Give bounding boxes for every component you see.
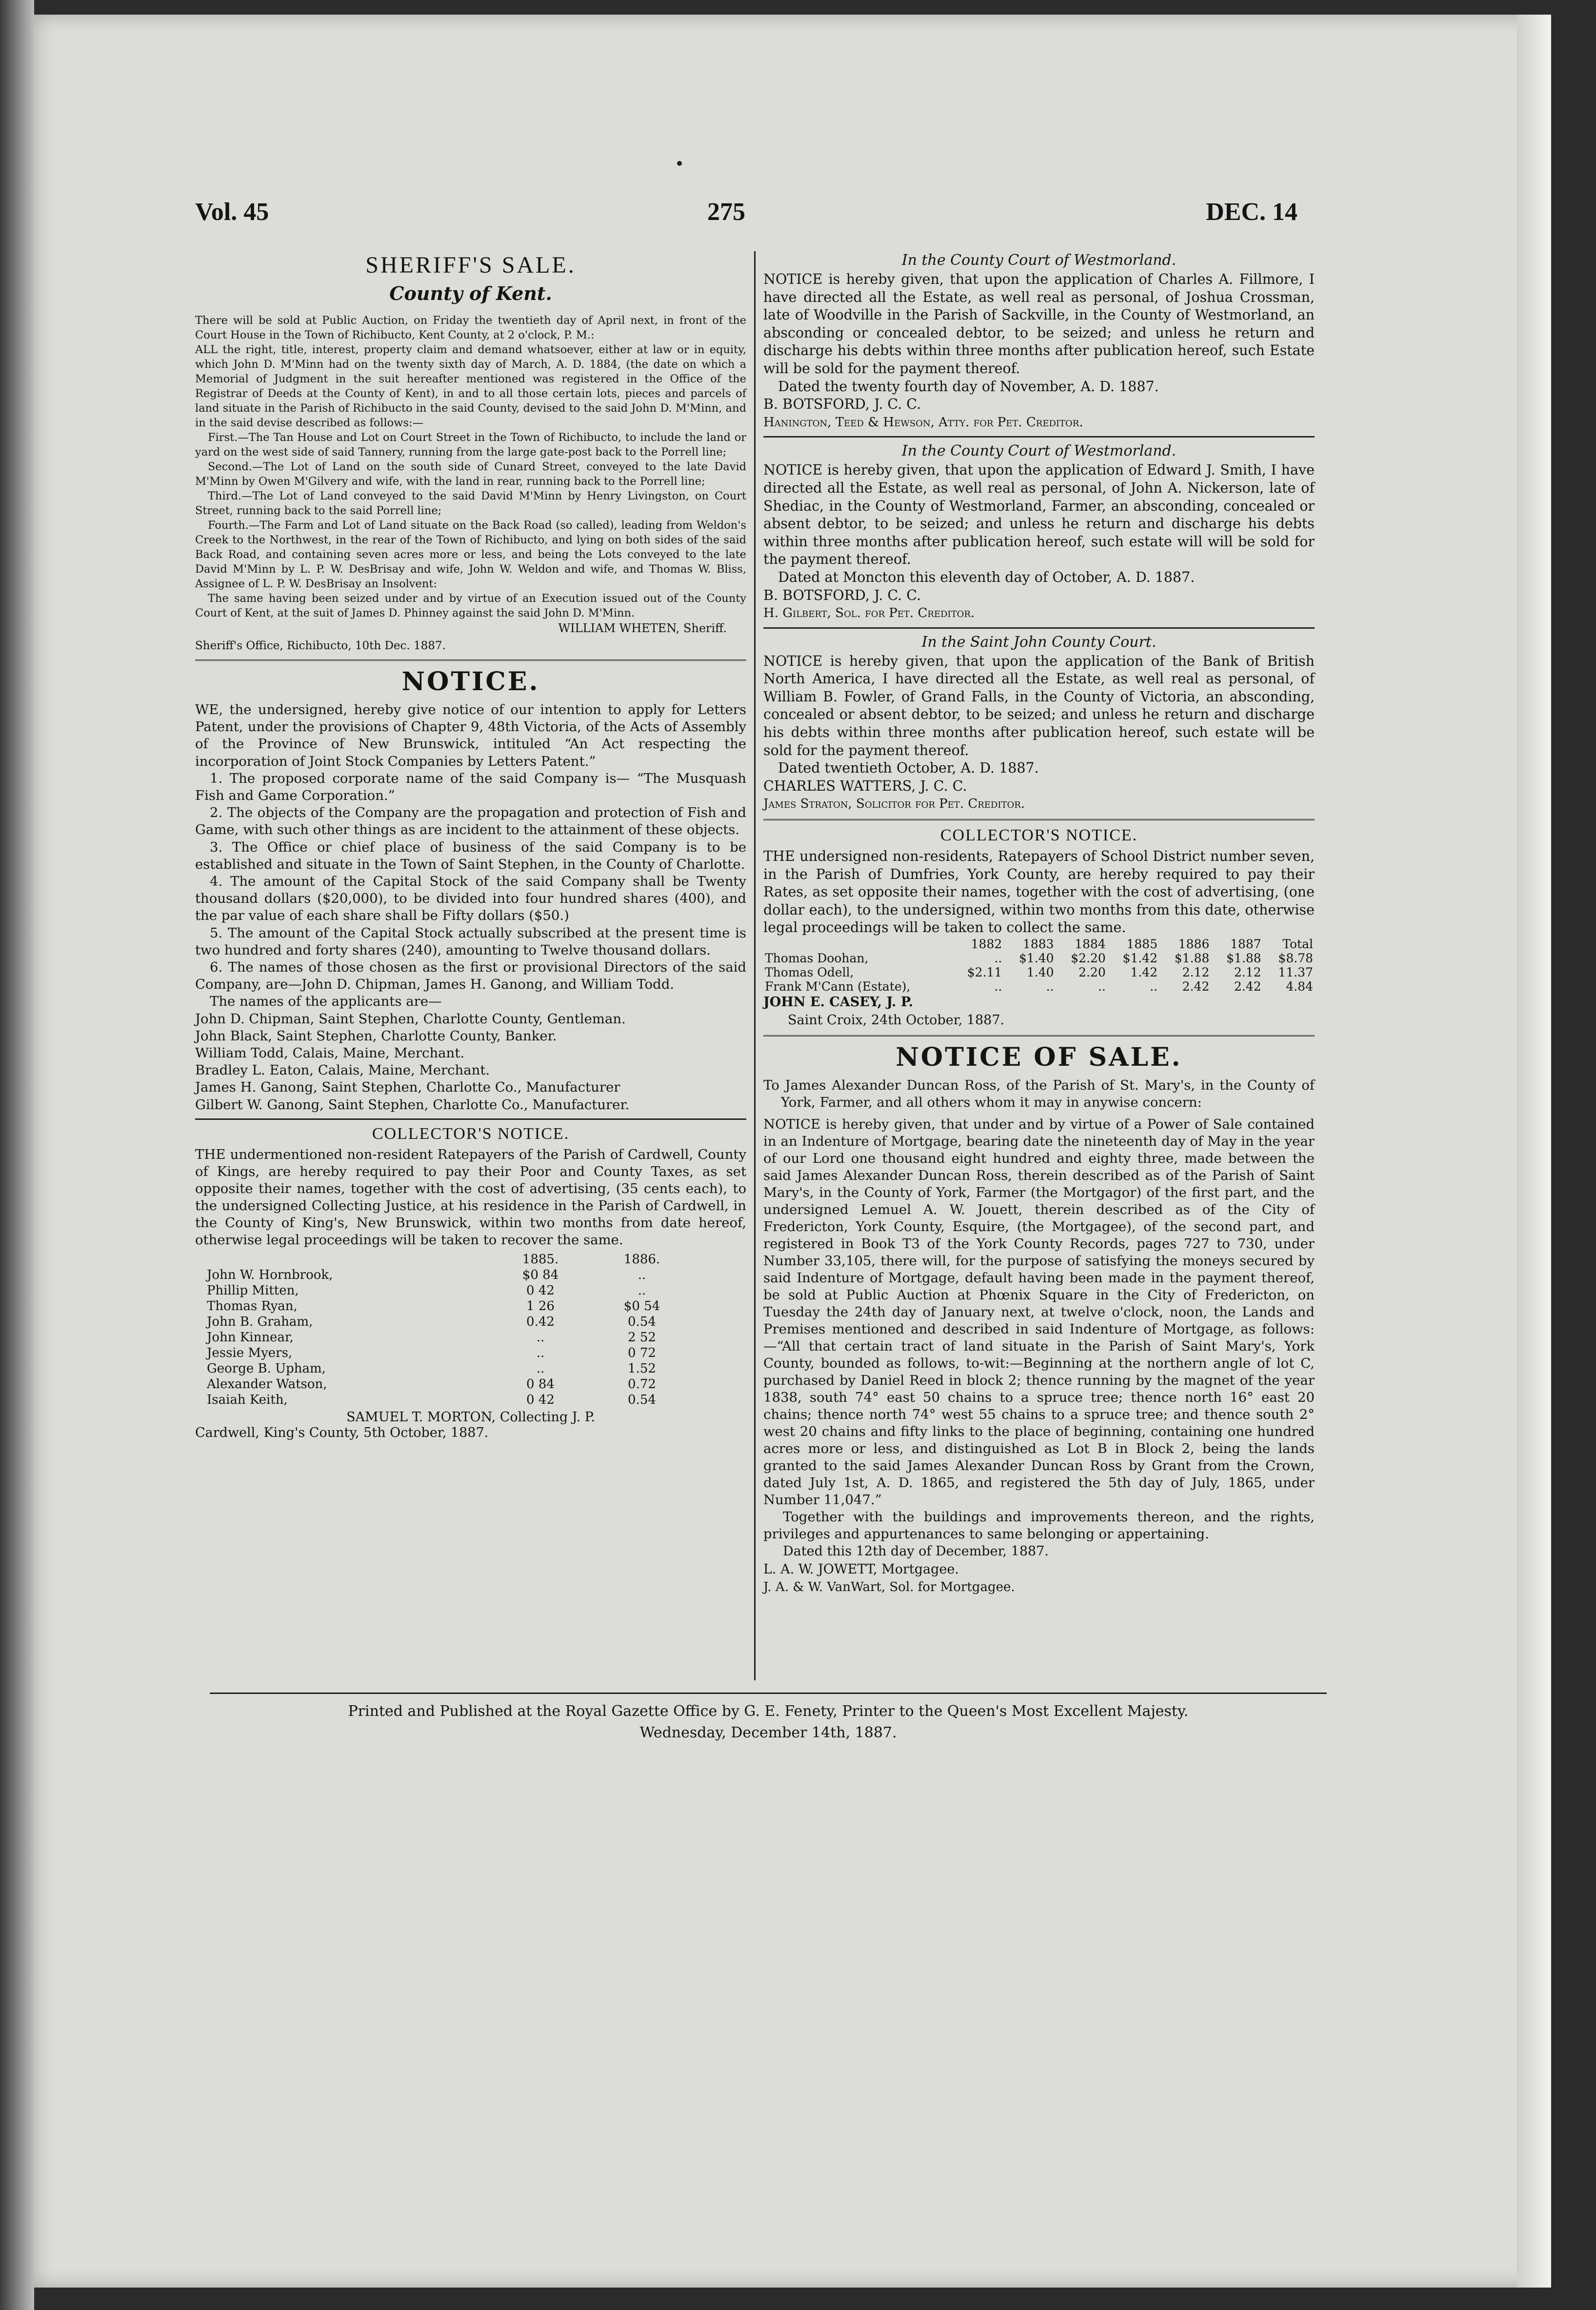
rate-cell: 2.12 <box>1182 965 1210 979</box>
table-row <box>205 1314 693 1330</box>
notice-title: NOTICE. <box>401 667 540 697</box>
table-header-row <box>763 937 1315 951</box>
notice-para: 3. The Office or chief place of business of the said Company is to be established and situate in the Town of Saint Stephen, in the County of Charlotte. <box>195 839 746 872</box>
left-column <box>195 249 746 1441</box>
sale-together: Together with the buildings and improvements thereon, and the rights, privileges and appurtenances to same belonging or appertaining. <box>763 1509 1315 1542</box>
applicant: Gilbert W. Ganong, Saint Stephen, Charlotte Co., Manufacturer. <box>195 1096 630 1113</box>
tax-1885: .. <box>536 1345 545 1360</box>
court-notice-dated: Dated the twenty fourth day of November, A. D. 1887. <box>778 378 1159 395</box>
rate-cell: .. <box>994 951 1002 965</box>
ratepayer-name: Thomas Ryan, <box>207 1298 298 1314</box>
court-heading: In the Saint John County Court. <box>921 633 1157 651</box>
notice-of-sale <box>763 1042 1315 1596</box>
column-header: 1882 <box>971 937 1002 951</box>
judge-signature: B. BOTSFORD, J. C. C. <box>763 587 921 603</box>
notice-para: 1. The proposed corporate name of the said Company is— “The Musquash Fish and Game Corporation.” <box>195 770 746 804</box>
rate-cell: $2.11 <box>967 965 1002 979</box>
sale-dated: Dated this 12th day of December, 1887. <box>783 1544 1049 1559</box>
rate-total: 11.37 <box>1278 965 1313 979</box>
scan-edge <box>0 0 34 2310</box>
table-row <box>205 1361 693 1376</box>
issue-date: DEC. 14 <box>1206 198 1297 226</box>
sheriff-para: Third.—The Lot of Land conveyed to the said David M'Minn by Henry Livingston, on Court Street, running back to the said Porrell line; <box>195 490 746 517</box>
tax-1885: .. <box>536 1361 545 1376</box>
table-row <box>763 951 1315 965</box>
collector-dated: Cardwell, King's County, 5th October, 1887. <box>195 1425 489 1440</box>
county-heading: County of Kent. <box>389 282 552 304</box>
rate-cell: $1.88 <box>1174 951 1210 965</box>
sheriff-para: Fourth.—The Farm and Lot of Land situate on the Back Road (so called), leading from Weldon's Creek to the Northwest, in the rear of the Town of Richibucto, and lying on both sides of the said Back Road, and containing seven acres more or less, and being the Lots conveyed to the late David M'Minn by L. P. W. DesBrisay and wife, John W. Weldon and wife, and Thomas W. Bliss, Assignee of L. P. W. DesBrisay an Insolvent: <box>195 519 746 590</box>
right-column <box>763 249 1315 1596</box>
sale-solicitor: J. A. & W. VanWart, Sol. for Mortgagee. <box>763 1580 1015 1595</box>
court-notice-crossman <box>763 252 1315 431</box>
table-row <box>763 979 1315 994</box>
tax-1885: 0 42 <box>526 1283 555 1298</box>
column-header: 1887 <box>1230 937 1261 951</box>
applicant: Bradley L. Eaton, Calais, Maine, Merchant. <box>195 1062 490 1078</box>
tax-1885: 0 84 <box>526 1376 555 1392</box>
court-heading: In the County Court of Westmorland. <box>901 252 1177 269</box>
tax-1886: $0 54 <box>623 1298 660 1314</box>
column-header: 1886. <box>623 1252 660 1267</box>
page-number: 275 <box>707 198 745 226</box>
incorporation-notice <box>195 667 746 1114</box>
column-divider <box>754 251 756 1680</box>
notice-para: 6. The names of those chosen as the first or provisional Directors of the said Company, are—John D. Chipman, James H. Ganong, and William Todd. <box>195 959 746 993</box>
tax-1886: 2 52 <box>628 1330 656 1345</box>
notice-para: WE, the undersigned, hereby give notice of our intention to apply for Letters Patent, under the provisions of Chapter 9, 48th Victoria, of the Acts of Assembly of the Province of New Brunswick, intituled “An Act respecting the incorporation of Joint Stock Companies by Letters Patent.” <box>195 702 746 769</box>
table-row <box>205 1330 693 1345</box>
table-row <box>205 1345 693 1361</box>
tax-1886: .. <box>638 1283 646 1298</box>
table-row <box>205 1392 693 1408</box>
rate-cell: 2.20 <box>1078 965 1106 979</box>
court-notice-nickerson <box>763 442 1315 622</box>
ratepayer-name: John Kinnear, <box>207 1330 294 1345</box>
judge-signature: B. BOTSFORD, J. C. C. <box>763 396 921 413</box>
notice-para: 5. The amount of the Capital Stock actually subscribed at the present time is two hundred and forty shares (240), amounting to Twelve thousand dollars. <box>195 925 746 958</box>
tax-1886: 0.54 <box>628 1392 656 1407</box>
tax-1885: 0 42 <box>526 1392 555 1407</box>
dumfries-collector-notice <box>763 826 1315 1029</box>
rate-cell: .. <box>1150 979 1158 994</box>
collector-dated: Saint Croix, 24th October, 1887. <box>788 1012 1005 1028</box>
section-rule <box>195 1118 746 1120</box>
column-header: 1886 <box>1178 937 1210 951</box>
column-header: 1885. <box>522 1252 559 1267</box>
solicitor-line: H. Gilbert, Sol. for Pet. Creditor. <box>763 606 975 621</box>
sheriff-para: The same having been seized under and by virtue of an Execution issued out of the County Court of Kent, at the suit of James D. Phinney against the said John D. M'Minn. <box>195 592 746 619</box>
solicitor-line: James Straton, Solicitor for Pet. Creditor. <box>763 797 1025 812</box>
sheriff-signature: WILLIAM WHETEN, Sheriff. <box>558 621 727 635</box>
cardwell-collector-notice <box>195 1125 746 1441</box>
court-notice-text: NOTICE is hereby given, that upon the application of the Bank of British North America, I have directed all the Estate, as well real as personal, of William B. Fowler, of Grand Falls, in the County of Victoria, an absconding, concealed or absent debtor, to be seized; and unless he return and discharge his debts within three months after publication hereof, such estate will be sold for the payment thereof. <box>763 653 1315 758</box>
tax-1886: 0.54 <box>628 1314 656 1329</box>
ratepayer-name: Phillip Mitten, <box>207 1283 299 1298</box>
judge-signature: CHARLES WATTERS, J. C. C. <box>763 777 967 794</box>
rate-cell: $1.40 <box>1018 951 1054 965</box>
court-notice-fowler <box>763 634 1315 813</box>
sheriff-para: ALL the right, title, interest, property claim and demand whatsoever, either at law or in equity, which John D. M'Minn had on the twenty sixth day of March, A. D. 1884, (the date on which a Memorial of Judgment in the suit hereafter mentioned was registered in the Office of the Registrar of Deeds at the County of Kent), in and to all those certain lots, pieces and parcels of land situate in the Parish of Richibucto in the said County, devised to the said John D. M'Minn, and in the said devise described as follows:— <box>195 343 746 429</box>
court-notice-dated: Dated twentieth October, A. D. 1887. <box>778 760 1039 777</box>
table-row <box>205 1283 693 1298</box>
notice-text <box>195 701 746 1114</box>
table-header-row <box>205 1252 693 1267</box>
sheriff-sale <box>195 252 746 654</box>
sheriff-text <box>195 313 746 620</box>
sheriff-para: Second.—The Lot of Land on the south side of Cunard Street, conveyed to the late David M'Minn by Owen M'Gilvery and wife, with the land in rear, running back to the Porrell line; <box>195 460 746 488</box>
rate-cell: 1.40 <box>1026 965 1054 979</box>
section-rule <box>763 627 1315 629</box>
column-header: 1884 <box>1075 937 1106 951</box>
collector-title: COLLECTOR'S NOTICE. <box>940 826 1138 845</box>
publication-date: Wednesday, December 14th, 1887. <box>639 1724 897 1741</box>
sale-text: NOTICE is hereby given, that under and by virtue of a Power of Sale contained in an Indenture of Mortgage, bearing date the nineteenth day of May in the year of our Lord one thousand eight hundred and eighty three, made between the said James Alexander Duncan Ross, therein described as of the Parish of Saint Mary's, in the County of York, Farmer (the Mortgagor) of the first part, and the undersigned Lemuel A. W. Jouett, therein described as of the City of Fredericton, York County, Esquire, (the Mortgagee), of the second part, and registered in Book T3 of the York County Records, pages 727 to 730, under Number 33,105, there will, for the purpose of satisfying the moneys secured by said Indenture of Mortgage, default having been made in the payment thereof, be sold at Public Auction at Phœnix Square in the City of Fredericton, on Tuesday the 24th day of January next, at twelve o'clock, noon, the Lands and Premises mentioned and described in said Indenture of Mortgage, as follows:—“All that certain tract of land situate in the Parish of Saint Mary's, York County, bounded as follows, to-wit:—Beginning at the northern angle of lot C, purchased by Daniel Reed in block 2; thence running by the magnet of the year 1838, south 74° east 50 chains to a spruce tree; thence north 16° east 20 chains; thence north 74° west 55 chains to a spruce tree; and thence south 2° west 20 chains and fifty links to the place of beginning, containing one hundred acres more or less, and distinguished as Lot B in Block 2, being the lands granted to the said James Alexander Duncan Ross by Grant from the Crown, dated July 1st, A. D. 1865, and registered the 5th day of July, 1865, under Number 11,047.” <box>763 1116 1315 1508</box>
rate-cell: $1.88 <box>1226 951 1261 965</box>
rate-cell: .. <box>1097 979 1106 994</box>
table-row <box>763 965 1315 979</box>
notice-para: 2. The objects of the Company are the propagation and protection of Fish and Game, with such other things as are incident to the attainment of these objects. <box>195 805 746 838</box>
court-notice-text: NOTICE is hereby given, that upon the application of Charles A. Fillmore, I have directed all the Estate, as well real as personal, of Joshua Crossman, late of Woodville in the Parish of Sackville, in the County of Westmorland, an absconding or concealed debtor, to be seized; and unless he return and discharge his debts within three months after publication hereof, such Estate will be sold for the payment thereof. <box>763 271 1315 377</box>
sale-title: NOTICE OF SALE. <box>896 1042 1182 1073</box>
tax-1885: 0.42 <box>526 1314 555 1329</box>
rate-cell: $2.20 <box>1071 951 1106 965</box>
rate-cell: 2.42 <box>1182 979 1210 994</box>
rate-cell: .. <box>994 979 1002 994</box>
printer-footer <box>210 1693 1327 1744</box>
tax-1886: 1.52 <box>628 1361 656 1376</box>
page-header <box>195 198 1297 232</box>
rate-cell: 2.12 <box>1234 965 1261 979</box>
mortgagee-signature: L. A. W. JOWETT, Mortgagee. <box>763 1561 959 1577</box>
section-rule <box>763 1035 1315 1036</box>
tax-1885: 1 26 <box>526 1298 555 1314</box>
column-header: 1883 <box>1022 937 1054 951</box>
collector-signature: JOHN E. CASEY, J. P. <box>763 995 914 1010</box>
collector-text: THE undersigned non-residents, Ratepayers of School District number seven, in the Parish of Dumfries, York County, are hereby required to pay their Rates, as set opposite their names, together with the cost of advertising, (one dollar each), to the undersigned, within two months from this date, otherwise legal proceedings will be taken to collect the same. <box>763 848 1315 936</box>
rate-total: $8.78 <box>1278 951 1313 965</box>
ratepayer-name: Isaiah Keith, <box>207 1392 288 1407</box>
rate-total: 4.84 <box>1286 979 1313 994</box>
sheriff-para: There will be sold at Public Auction, on Friday the twentieth day of April next, in front of the Court House in the Town of Richibucto, Kent County, at 2 o'clock, P. M.: <box>195 314 746 341</box>
applicant: John Black, Saint Stephen, Charlotte County, Banker. <box>195 1028 557 1044</box>
collector-text: THE undermentioned non-resident Ratepayers of the Parish of Cardwell, County of Kings, are hereby required to pay their Poor and County Taxes, as set opposite their names, together with the cost of advertising, (35 cents each), to the undersigned Collecting Justice, at his residence in the Parish of Cardwell, in the County of King's, New Brunswick, within two months from date hereof, otherwise legal proceedings will be taken to recover the same. <box>195 1146 746 1248</box>
column-header: Total <box>1282 937 1313 951</box>
volume-label: Vol. 45 <box>195 198 269 226</box>
column-header: 1885 <box>1126 937 1158 951</box>
collector-title: COLLECTOR'S NOTICE. <box>372 1124 570 1143</box>
section-rule <box>763 436 1315 438</box>
ratepayer-name: Thomas Odell, <box>765 965 854 979</box>
collector-signature: SAMUEL T. MORTON, Collecting J. P. <box>346 1409 595 1425</box>
ratepayer-name: John B. Graham, <box>207 1314 313 1329</box>
tax-1886: .. <box>638 1267 646 1282</box>
table-row <box>205 1267 693 1283</box>
applicant: John D. Chipman, Saint Stephen, Charlotte County, Gentleman. <box>195 1011 626 1027</box>
court-notice-text: NOTICE is hereby given, that upon the application of Edward J. Smith, I have directed all the Estate, as well real as personal, of John A. Nickerson, late of Shediac, in the County of Westmorland, Farmer, an absconding, concealed or absent debtor, to be seized; and unless he return and discharge his debts within three months after publication hereof, such estate will will be sold for the payment thereof. <box>763 462 1315 568</box>
solicitor-line: Hanington, Teed & Hewson, Atty. for Pet. Creditor. <box>763 415 1083 430</box>
sheriff-dated: Sheriff's Office, Richibucto, 10th Dec. 1887. <box>195 639 446 652</box>
tax-1886: 0.72 <box>628 1376 656 1392</box>
ratepayer-name: Frank M'Cann (Estate), <box>765 979 911 994</box>
court-heading: In the County Court of Westmorland. <box>901 442 1177 460</box>
ratepayer-name: John W. Hornbrook, <box>207 1267 333 1282</box>
ratepayer-name: Alexander Watson, <box>207 1376 327 1392</box>
tax-1886: 0 72 <box>628 1345 656 1360</box>
applicant: William Todd, Calais, Maine, Merchant. <box>195 1045 465 1061</box>
section-rule <box>195 659 746 661</box>
page-edge <box>1517 15 1551 2288</box>
court-notice-dated: Dated at Moncton this eleventh day of October, A. D. 1887. <box>778 569 1195 585</box>
ratepayer-name: Jessie Myers, <box>207 1345 293 1360</box>
rates-table <box>763 937 1315 994</box>
ink-dot <box>677 161 682 166</box>
rate-cell: 2.42 <box>1234 979 1261 994</box>
section-rule <box>763 819 1315 820</box>
rate-cell: $1.42 <box>1122 951 1158 965</box>
ratepayer-name: Thomas Doohan, <box>765 951 869 965</box>
table-row <box>205 1376 693 1392</box>
sheriff-title: SHERIFF'S SALE. <box>365 252 576 278</box>
sheriff-para: First.—The Tan House and Lot on Court Street in the Town of Richibucto, to include the land or yard on the west side of said Tannery, running from the large gate-post back to the Porrell line; <box>195 431 746 458</box>
rate-cell: .. <box>1046 979 1054 994</box>
tax-table <box>205 1252 693 1408</box>
notice-para: The names of the applicants are— <box>210 994 442 1010</box>
applicant: James H. Ganong, Saint Stephen, Charlotte Co., Manufacturer <box>195 1079 620 1095</box>
sale-address: To James Alexander Duncan Ross, of the Parish of St. Mary's, in the County of York, Farmer, and all others whom it may in anywise concern: <box>763 1077 1315 1111</box>
tax-1885: .. <box>536 1330 545 1345</box>
printer-line: Printed and Published at the Royal Gazette Office by G. E. Fenety, Printer to the Queen's Most Excellent Majesty. <box>348 1703 1189 1720</box>
rate-cell: 1.42 <box>1130 965 1158 979</box>
tax-1885: $0 84 <box>522 1267 559 1282</box>
footer-rule <box>210 1693 1327 1694</box>
table-row <box>205 1298 693 1314</box>
notice-para: 4. The amount of the Capital Stock of the said Company shall be Twenty thousand dollars ($20,000), to be divided into four hundred shares (400), and the par value of each share shall be Fifty dollars ($50.) <box>195 874 746 924</box>
ratepayer-name: George B. Upham, <box>207 1361 326 1376</box>
